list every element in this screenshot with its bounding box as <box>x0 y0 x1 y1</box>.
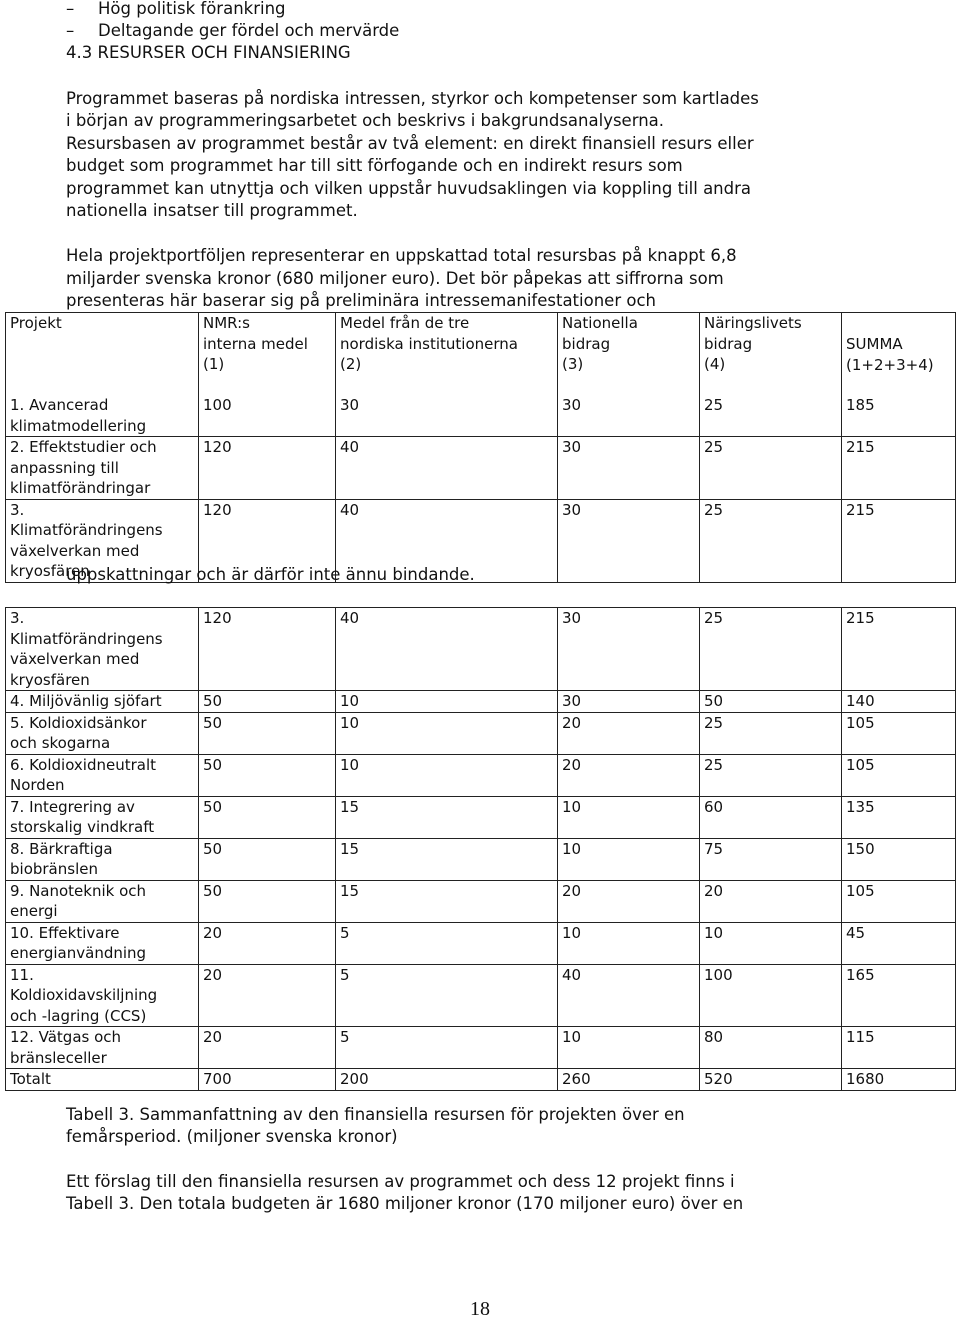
project-cell: 10. Effektivare energianvändning <box>6 922 199 964</box>
paragraph-line: i början av programmeringsarbetet och beskrivs i bakgrundsanalyserna. <box>66 111 665 130</box>
value-cell: 40 <box>336 499 558 582</box>
value-cell: 50 <box>700 691 842 713</box>
value-cell: 105 <box>842 712 956 754</box>
table-row <box>6 796 956 838</box>
value-cell: 20 <box>199 922 336 964</box>
value-cell: 60 <box>700 796 842 838</box>
value-cell: 120 <box>199 437 336 500</box>
value-cell: 15 <box>336 880 558 922</box>
project-cell: 1. Avancerad klimatmodellering <box>6 395 199 437</box>
bullet-item: – Hög politisk förankring <box>66 0 286 18</box>
value-cell: 75 <box>700 838 842 880</box>
resource-table-bottom <box>5 607 956 1091</box>
value-cell: 30 <box>558 608 700 691</box>
project-cell: 4. Miljövänlig sjöfart <box>6 691 199 713</box>
value-cell: 215 <box>842 499 956 582</box>
project-cell: 3. Klimatförändringens växelverkan med kryosfären <box>6 499 199 582</box>
value-cell: 25 <box>700 437 842 500</box>
table-row <box>6 964 956 1027</box>
value-cell: 150 <box>842 838 956 880</box>
caption-line: femårsperiod. (miljoner svenska kronor) <box>66 1127 398 1146</box>
value-cell: 30 <box>558 691 700 713</box>
total-cell: 200 <box>336 1069 558 1091</box>
paragraph-line: Hela projektportföljen representerar en uppskattad total resursbas på knappt 6,8 <box>66 246 737 265</box>
value-cell: 45 <box>842 922 956 964</box>
project-cell: 5. Koldioxidsänkor och skogarna <box>6 712 199 754</box>
value-cell: 185 <box>842 395 956 437</box>
value-cell: 10 <box>336 712 558 754</box>
paragraph-line: nationella insatser till programmet. <box>66 201 358 220</box>
value-cell: 25 <box>700 754 842 796</box>
value-cell: 105 <box>842 880 956 922</box>
value-cell: 215 <box>842 437 956 500</box>
table-row <box>6 838 956 880</box>
table-header-row <box>6 313 956 396</box>
value-cell: 20 <box>558 754 700 796</box>
value-cell: 30 <box>558 499 700 582</box>
table-row <box>6 922 956 964</box>
header-institutions: Medel från de tre nordiska institutionerna (2) <box>336 313 558 396</box>
value-cell: 30 <box>558 395 700 437</box>
header-national: Nationella bidrag (3) <box>558 313 700 396</box>
project-cell: 3. Klimatförändringens växelverkan med kryosfären <box>6 608 199 691</box>
value-cell: 5 <box>336 922 558 964</box>
continuation-line: uppskattningar och är därför inte ännu bindande. <box>66 565 475 584</box>
value-cell: 10 <box>336 754 558 796</box>
bullet-item: – Deltagande ger fördel och mervärde <box>66 21 400 40</box>
project-cell: 11. Koldioxidavskiljning och -lagring (CCS) <box>6 964 199 1027</box>
header-summa <box>842 313 956 396</box>
project-cell: 2. Effektstudier och anpassning till klimatförändringar <box>6 437 199 500</box>
value-cell: 50 <box>199 880 336 922</box>
header-projekt: Projekt <box>6 313 199 396</box>
value-cell: 25 <box>700 712 842 754</box>
value-cell: 15 <box>336 838 558 880</box>
section-heading: 4.3 RESURSER OCH FINANSIERING <box>66 43 351 62</box>
value-cell: 25 <box>700 499 842 582</box>
header-summa-formula: (1+2+3+4) <box>846 356 934 374</box>
project-cell: 7. Integrering av storskalig vindkraft <box>6 796 199 838</box>
total-cell: 520 <box>700 1069 842 1091</box>
paragraph-line: Programmet baseras på nordiska intressen, styrkor och kompetenser som kartlades <box>66 89 759 108</box>
paragraph-line: budget som programmet har till sitt förfogande och en indirekt resurs som <box>66 156 683 175</box>
project-cell: 8. Bärkraftiga biobränslen <box>6 838 199 880</box>
project-cell: 12. Vätgas och bränsleceller <box>6 1027 199 1069</box>
table-row <box>6 1027 956 1069</box>
total-cell: 260 <box>558 1069 700 1091</box>
table-row <box>6 754 956 796</box>
value-cell: 10 <box>700 922 842 964</box>
caption-line: Tabell 3. Sammanfattning av den finansiella resursen för projekten över en <box>66 1105 685 1124</box>
page-number: 18 <box>470 1298 490 1320</box>
total-cell: 700 <box>199 1069 336 1091</box>
value-cell: 20 <box>700 880 842 922</box>
value-cell: 20 <box>558 880 700 922</box>
value-cell: 10 <box>336 691 558 713</box>
table-row <box>6 712 956 754</box>
value-cell: 20 <box>199 1027 336 1069</box>
paragraph-line: programmet kan utnyttja och vilken uppstår huvudsaklingen via koppling till andra <box>66 179 751 198</box>
value-cell: 50 <box>199 754 336 796</box>
paragraph-line: Tabell 3. Den totala budgeten är 1680 miljoner kronor (170 miljoner euro) över en <box>66 1194 744 1213</box>
table-row <box>6 691 956 713</box>
header-industry: Näringslivets bidrag (4) <box>700 313 842 396</box>
table-row <box>6 880 956 922</box>
value-cell: 10 <box>558 922 700 964</box>
value-cell: 140 <box>842 691 956 713</box>
value-cell: 135 <box>842 796 956 838</box>
value-cell: 5 <box>336 1027 558 1069</box>
project-cell: 9. Nanoteknik och energi <box>6 880 199 922</box>
paragraph-line: miljarder svenska kronor (680 miljoner euro). Det bör påpekas att siffrorna som <box>66 269 724 288</box>
value-cell: 50 <box>199 796 336 838</box>
value-cell: 40 <box>558 964 700 1027</box>
table-row <box>6 395 956 437</box>
table-total-row <box>6 1069 956 1091</box>
value-cell: 30 <box>558 437 700 500</box>
resource-table-top <box>5 312 956 583</box>
value-cell: 105 <box>842 754 956 796</box>
value-cell: 25 <box>700 395 842 437</box>
paragraph-line: Ett förslag till den finansiella resursen av programmet och dess 12 projekt finns i <box>66 1172 735 1191</box>
value-cell: 10 <box>558 796 700 838</box>
value-cell: 80 <box>700 1027 842 1069</box>
paragraph-line: Resursbasen av programmet består av två element: en direkt finansiell resurs eller <box>66 134 754 153</box>
value-cell: 20 <box>199 964 336 1027</box>
table-row <box>6 608 956 691</box>
value-cell: 10 <box>558 1027 700 1069</box>
table-row <box>6 437 956 500</box>
value-cell: 20 <box>558 712 700 754</box>
value-cell: 215 <box>842 608 956 691</box>
header-summa-label: SUMMA <box>846 334 903 353</box>
project-cell: 6. Koldioxidneutralt Norden <box>6 754 199 796</box>
value-cell: 50 <box>199 838 336 880</box>
header-nmr: NMR:s interna medel (1) <box>199 313 336 396</box>
value-cell: 115 <box>842 1027 956 1069</box>
value-cell: 50 <box>199 712 336 754</box>
value-cell: 120 <box>199 499 336 582</box>
value-cell: 100 <box>199 395 336 437</box>
total-cell: 1680 <box>842 1069 956 1091</box>
value-cell: 165 <box>842 964 956 1027</box>
value-cell: 100 <box>700 964 842 1027</box>
total-label: Totalt <box>6 1069 199 1091</box>
value-cell: 15 <box>336 796 558 838</box>
value-cell: 40 <box>336 608 558 691</box>
value-cell: 30 <box>336 395 558 437</box>
value-cell: 10 <box>558 838 700 880</box>
value-cell: 40 <box>336 437 558 500</box>
value-cell: 120 <box>199 608 336 691</box>
paragraph-line: presenteras här baserar sig på preliminära intressemanifestationer och <box>66 291 656 310</box>
value-cell: 25 <box>700 608 842 691</box>
value-cell: 5 <box>336 964 558 1027</box>
value-cell: 50 <box>199 691 336 713</box>
